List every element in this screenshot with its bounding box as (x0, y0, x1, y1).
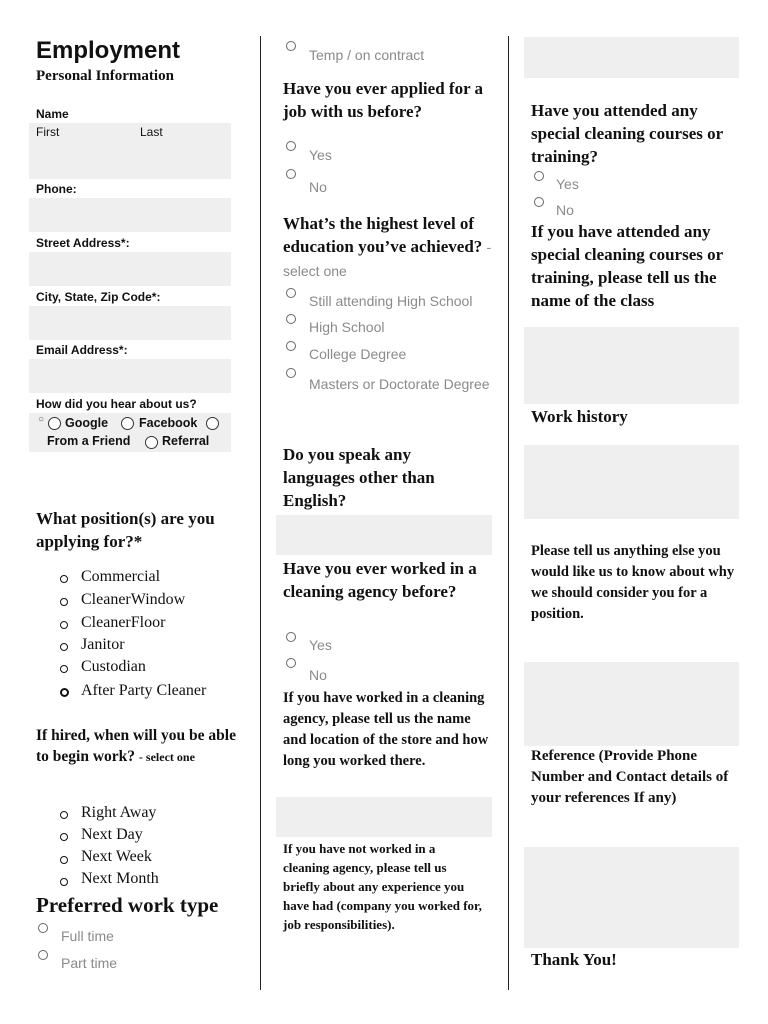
courses-yes: Yes (556, 176, 579, 192)
hear-option-google: Google (65, 416, 109, 430)
radio-part-time[interactable] (38, 950, 48, 960)
position-option-custodian: Custodian (81, 658, 146, 675)
start-hint: - select one (138, 750, 195, 764)
hear-option-friend: From a Friend (47, 434, 131, 448)
agency-details-field[interactable] (276, 797, 492, 837)
agency-details-question: If you have worked in a cleaning agency, please tell us the name and location of the store and how long you worked there. (283, 690, 489, 769)
anything-else-field[interactable] (524, 662, 739, 746)
radio-edu-still-attending[interactable] (286, 288, 296, 298)
education-option-masters: Masters or Doctorate Degree (309, 376, 490, 392)
radio-temp[interactable] (286, 41, 296, 51)
start-option-right-away: Right Away (81, 804, 157, 821)
position-option-floor: CleanerFloor (81, 614, 166, 631)
bullet-icon[interactable] (60, 643, 68, 651)
education-question (283, 212, 493, 283)
reference-field[interactable] (524, 847, 739, 948)
column-divider-left (260, 36, 261, 990)
work-history-field[interactable] (524, 445, 739, 519)
start-question-text: If hired, when will you be able to begin work? (36, 727, 236, 765)
applied-no: No (309, 179, 327, 195)
education-option-high-school: High School (309, 319, 385, 335)
agency-yes: Yes (309, 637, 332, 653)
radio-applied-no[interactable] (286, 169, 296, 179)
agency-question: Have you ever worked in a cleaning agency before? (283, 559, 477, 601)
street-label: Street Address*: (36, 236, 130, 250)
start-option-next-month: Next Month (81, 870, 159, 887)
bullet-icon[interactable] (60, 621, 68, 629)
bullet-icon[interactable] (60, 665, 68, 673)
small-radio-icon: ○ (38, 414, 45, 425)
courses-question: Have you attended any special cleaning courses or training? (531, 101, 723, 166)
bullet-icon[interactable] (60, 811, 68, 819)
reference-label: Reference (Provide Phone Number and Contact details of your references If any) (531, 748, 729, 806)
languages-field[interactable] (276, 515, 492, 555)
start-question (36, 725, 246, 768)
work-type-full-time: Full time (61, 928, 114, 944)
email-field[interactable] (29, 359, 231, 393)
position-question: What position(s) are you applying for?* (36, 509, 215, 551)
hear-label: How did you hear about us? (36, 397, 197, 411)
no-agency-question: If you have not worked in a cleaning agency, please tell us briefly about any experience you have had (company you worked for, job responsibilities). (283, 841, 482, 932)
radio-full-time[interactable] (38, 923, 48, 933)
hear-option-referral: Referral (162, 434, 210, 448)
last-name-label: Last (140, 125, 163, 139)
radio-agency-yes[interactable] (286, 632, 296, 642)
radio-facebook[interactable] (121, 417, 134, 430)
education-question-text: What’s the highest level of education you’ve achieved? (283, 214, 483, 256)
bullet-icon[interactable] (60, 833, 68, 841)
city-label: City, State, Zip Code*: (36, 290, 161, 304)
radio-edu-high-school[interactable] (286, 314, 296, 324)
work-type-part-time: Part time (61, 955, 118, 971)
top-right-field[interactable] (524, 37, 739, 78)
start-option-next-week: Next Week (81, 848, 152, 865)
bullet-icon[interactable] (60, 575, 68, 583)
education-hint: - select one (283, 239, 492, 279)
radio-applied-yes[interactable] (286, 141, 296, 151)
work-type-heading: Preferred work type (36, 893, 219, 917)
street-field[interactable] (29, 252, 231, 286)
work-history-label: Work history (531, 407, 628, 426)
languages-question: Do you speak any languages other than English? (283, 445, 435, 510)
radio-edu-college[interactable] (286, 341, 296, 351)
applied-question: Have you ever applied for a job with us before? (283, 79, 484, 121)
form-subtitle: Personal Information (36, 68, 174, 84)
agency-no: No (309, 667, 327, 683)
applied-yes: Yes (309, 147, 332, 163)
position-option-window: CleanerWindow (81, 591, 186, 608)
courses-details-field[interactable] (524, 327, 739, 404)
courses-details-question: If you have attended any special cleaning courses or training, please tell us the name of the class (531, 222, 723, 310)
column-divider-right (508, 36, 509, 990)
position-option-janitor: Janitor (81, 636, 125, 653)
email-label: Email Address*: (36, 343, 128, 357)
position-option-commercial: Commercial (81, 568, 161, 585)
bullet-icon[interactable] (60, 856, 68, 864)
radio-agency-no[interactable] (286, 658, 296, 668)
work-type-temp: Temp / on contract (309, 47, 425, 63)
phone-field[interactable] (29, 198, 231, 232)
phone-label: Phone: (36, 182, 77, 196)
radio-courses-yes[interactable] (534, 171, 544, 181)
bullet-icon[interactable] (60, 598, 68, 606)
courses-no: No (556, 202, 574, 218)
radio-friend[interactable] (206, 417, 219, 430)
bullet-selected-icon[interactable] (60, 688, 69, 697)
radio-google[interactable] (48, 417, 61, 430)
thank-you-text: Thank You! (531, 950, 617, 969)
radio-courses-no[interactable] (534, 197, 544, 207)
start-option-next-day: Next Day (81, 826, 143, 843)
hear-option-facebook: Facebook (139, 416, 198, 430)
education-option-college: College Degree (309, 346, 407, 362)
education-option-still-attending: Still attending High School (309, 293, 473, 309)
bullet-icon[interactable] (60, 878, 68, 886)
city-field[interactable] (29, 306, 231, 340)
radio-referral[interactable] (145, 436, 158, 449)
form-title: Employment (36, 37, 181, 64)
name-label: Name (36, 107, 69, 121)
anything-else-question: Please tell us anything else you would like us to know about why we should consider you for a position. (531, 543, 735, 622)
first-name-label: First (36, 125, 60, 139)
position-option-after-party: After Party Cleaner (81, 682, 207, 699)
